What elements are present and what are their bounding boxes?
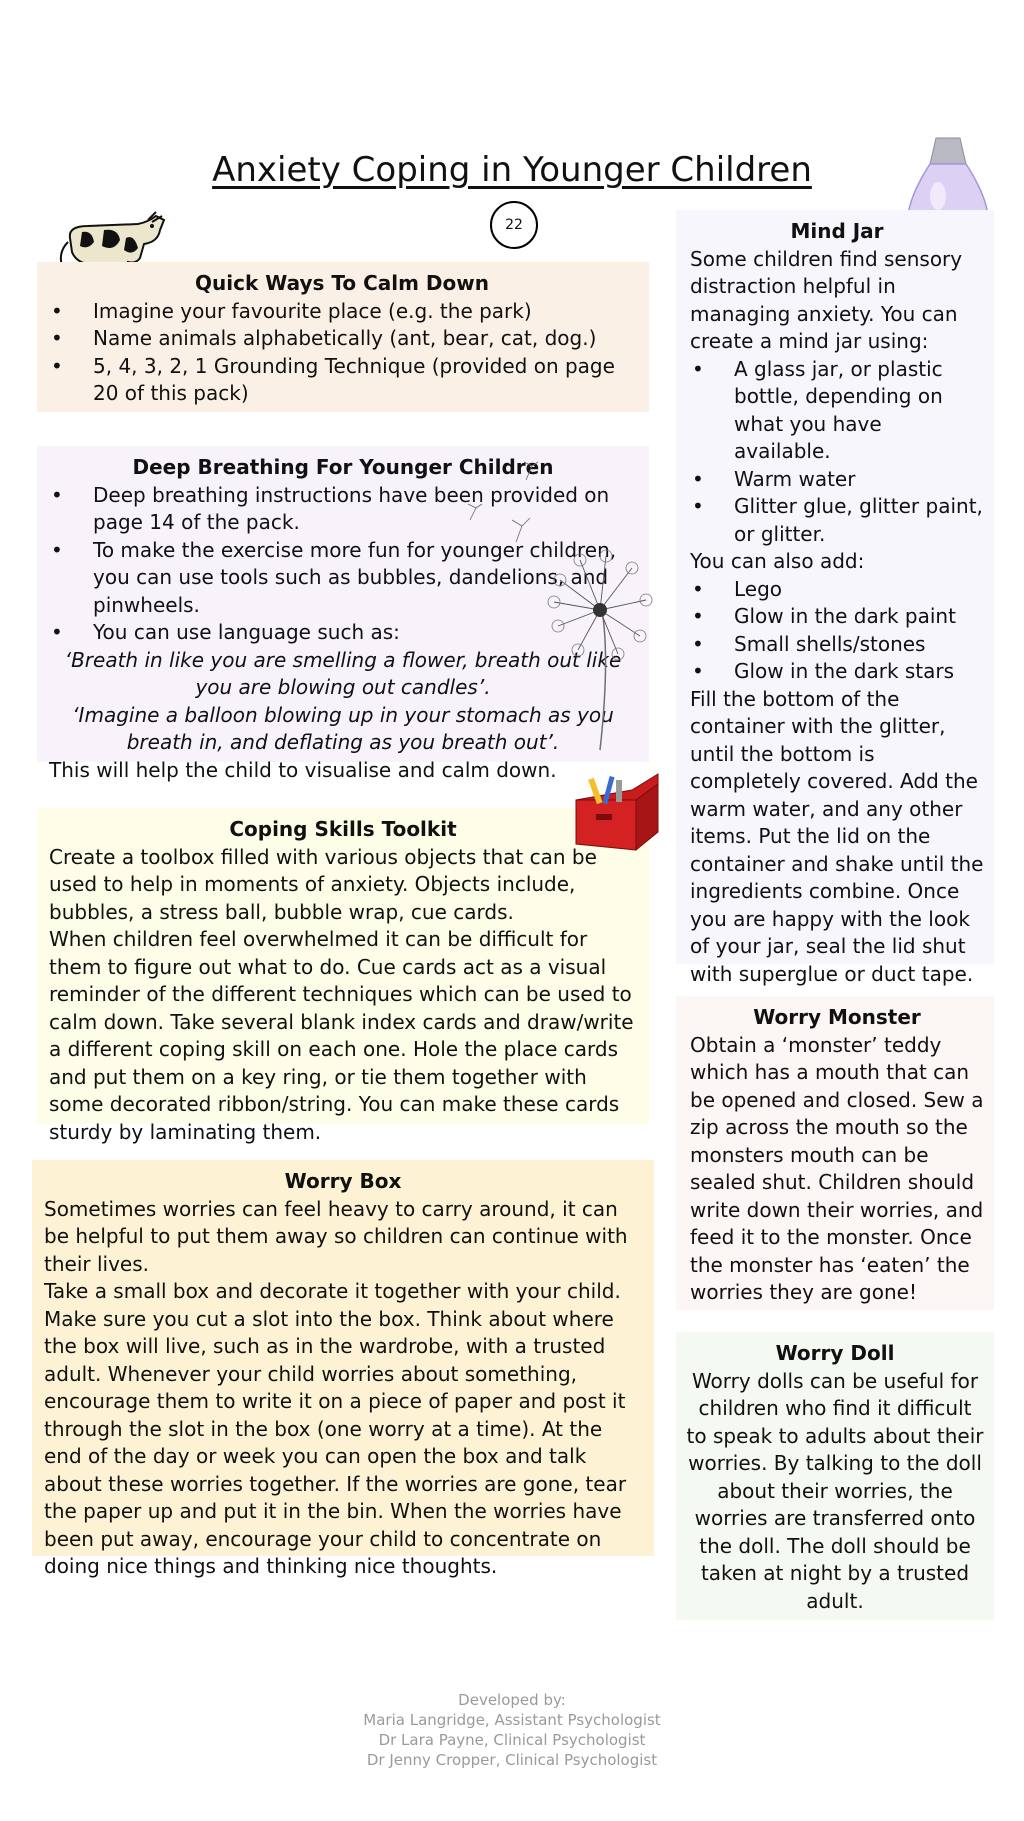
worry-box-heading: Worry Box (284, 1169, 402, 1193)
credit-line: Maria Langridge, Assistant Psychologist (363, 1711, 661, 1729)
list-item: • To make the exercise more fun for younger children, you can use tools such as bubbles, dandelions, and pinwheels. (49, 537, 637, 620)
list-item: • Glow in the dark paint (690, 603, 984, 631)
credits-heading: Developed by: (458, 1691, 566, 1709)
page-number-badge: 22 (490, 201, 538, 249)
worry-doll-text: Worry dolls can be useful for children who find it difficult to speak to adults about their worries. By talking to the doll about their worries, the worries are transferred onto the doll. The doll should be taken at night by a trusted adult. (686, 1368, 984, 1613)
worry-doll-box (676, 1332, 994, 1620)
coping-toolkit-para1: Create a toolbox filled with various objects that can be used to help in moments of anxiety. Objects include, bubbles, a stress ball, bubble wrap, cue cards. (49, 844, 597, 924)
list-item: • Lego (690, 576, 984, 604)
breathing-closing-text: This will help the child to visualise and calm down. (49, 757, 557, 782)
quick-ways-heading: Quick Ways To Calm Down (195, 271, 489, 295)
mind-jar-heading: Mind Jar (790, 219, 884, 243)
mind-jar-instructions: Fill the bottom of the container with the glitter, until the bottom is completely covered. Add the warm water, and any other items. Put the lid on the container and shake until the ingredients combine. Once you are happy with the look of your jar, seal the lid shut with superglue or duct tape. (690, 686, 984, 986)
worry-monster-box (676, 996, 994, 1310)
list-item: • You can use language such as: (49, 619, 637, 647)
worry-box-para1: Sometimes worries can feel heavy to carry around, it can be helpful to put them away so children can continue with their lives. (44, 1196, 628, 1276)
list-item: • Glitter glue, glitter paint, or glitter. (690, 493, 984, 548)
list-item: • Glow in the dark stars (690, 658, 984, 686)
page-title: Anxiety Coping in Younger Children (212, 150, 812, 190)
worry-box-para2: Take a small box and decorate it together with your child. Make sure you cut a slot into the box. Think about where the box will live, such as in the wardrobe, with a trusted adult. Whenever your child worries about something, encourage them to write it on a piece of paper and post it through the slot in the box (one worry at a time). At the end of the day or week you can open the box and talk about these worries together. If the worries are gone, tear the paper up and put it in the bin. When the worries have been put away, encourage your child to concentrate on doing nice things and thinking nice thoughts. (44, 1279, 627, 1578)
quick-ways-box (37, 262, 649, 412)
credits-footer (0, 1690, 1024, 1770)
mind-jar-also-list (690, 576, 984, 686)
worry-monster-heading: Worry Monster (753, 1005, 921, 1029)
list-item: • Name animals alphabetically (ant, bear, cat, dog.) (49, 325, 635, 353)
mind-jar-list (690, 356, 984, 549)
mind-jar-intro: Some children find sensory distraction helpful in managing anxiety. You can create a mind jar using: (690, 246, 963, 353)
list-item: • A glass jar, or plastic bottle, depending on what you have available. (690, 356, 984, 466)
breathing-quote-flower: ‘Breath in like you are smelling a flower, breath out like you are blowing out candles’. (64, 647, 622, 699)
coping-toolkit-box (37, 808, 649, 1144)
mind-jar-box (676, 210, 994, 986)
breathing-quote-balloon: ‘Imagine a balloon blowing up in your stomach as you breath in, and deflating as you breath out’. (72, 702, 614, 754)
list-item: • 5, 4, 3, 2, 1 Grounding Technique (provided on page 20 of this pack) (49, 353, 635, 408)
credit-line: Dr Jenny Cropper, Clinical Psychologist (366, 1751, 658, 1769)
worry-doll-heading: Worry Doll (775, 1341, 895, 1365)
quick-ways-list (49, 298, 635, 408)
coping-toolkit-heading: Coping Skills Toolkit (229, 817, 457, 841)
worry-box-box (32, 1160, 654, 1578)
mind-jar-also-label: You can also add: (690, 549, 865, 573)
list-item: • Imagine your favourite place (e.g. the park) (49, 298, 635, 326)
dandelion-illustration (460, 460, 660, 760)
toolbox-illustration (572, 770, 662, 852)
deep-breathing-heading: Deep Breathing For Younger Children (132, 455, 554, 479)
list-item: • Small shells/stones (690, 631, 984, 659)
worry-monster-text: Obtain a ‘monster’ teddy which has a mouth that can be opened and closed. Sew a zip across the mouth so the monsters mouth can be sealed shut. Children should write down their worries, and feed it to the monster. Once the monster has ‘eaten’ the worries they are gone! (690, 1032, 984, 1304)
credit-line: Dr Lara Payne, Clinical Psychologist (378, 1731, 646, 1749)
list-item: • Warm water (690, 466, 984, 494)
list-item: • Deep breathing instructions have been provided on page 14 of the pack. (49, 482, 637, 537)
coping-toolkit-para2: When children feel overwhelmed it can be difficult for them to figure out what to do. Cue cards act as a visual reminder of the different techniques which can be used to calm down. Take several blank index cards and draw/write a different coping skill on each one. Hole the place cards and put them on a key ring, or tie them together with some decorated ribbon/string. You can make these cards sturdy by laminating them. (49, 927, 634, 1144)
